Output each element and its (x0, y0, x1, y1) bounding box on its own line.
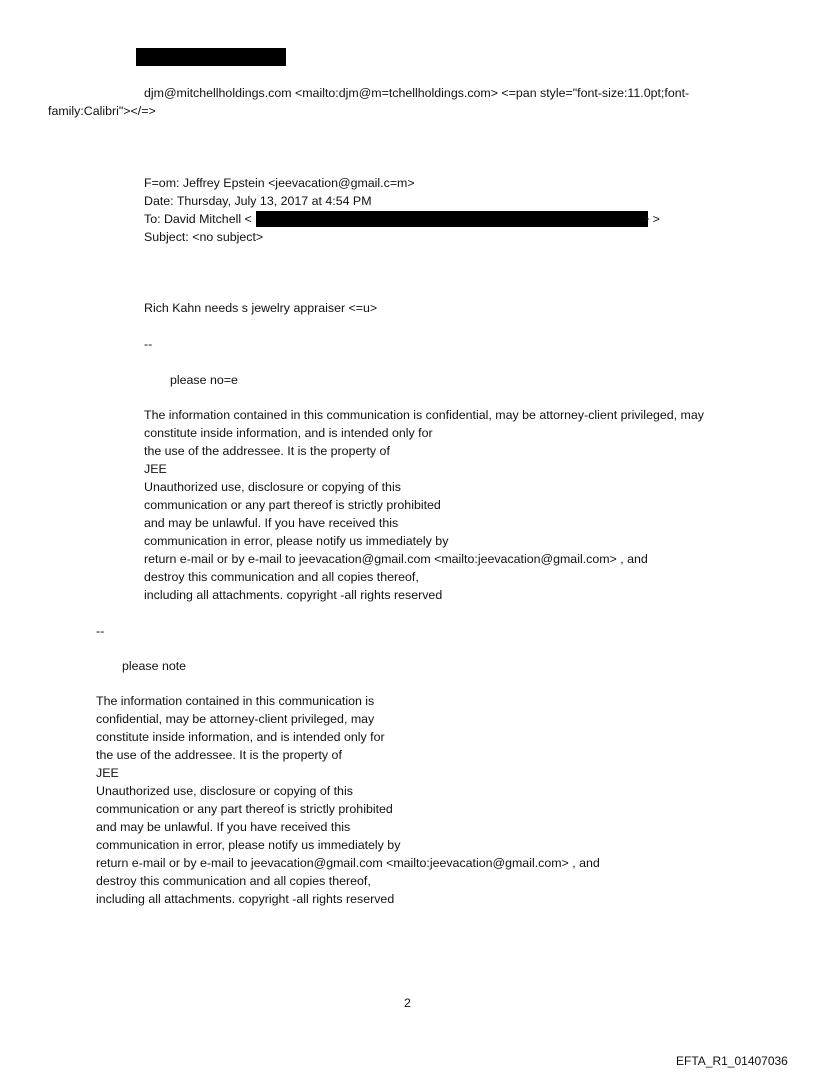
disclaimer-line: the use of the addressee. It is the property of (96, 748, 342, 762)
email-date: Date: Thursday, July 13, 2017 at 4:54 PM (144, 194, 372, 208)
disclaimer-line: Unauthorized use, disclosure or copying of this (96, 784, 353, 798)
email-to-prefix: To: David Mitchell < (144, 212, 252, 226)
disclaimer-line: including all attachments. copyright -all rights reserved (96, 892, 395, 906)
disclaimer-line: constitute inside information, and is intended only for (96, 730, 385, 744)
disclaimer-line: and may be unlawful. If you have received this (144, 516, 399, 530)
redacted-name-block (136, 48, 286, 66)
disclaimer-line: the use of the addressee. It is the property of (144, 444, 390, 458)
inner-disclaimer (144, 406, 704, 604)
disclaimer-line: communication in error, please notify us immediately by (144, 534, 449, 548)
disclaimer-line: JEE (96, 766, 119, 780)
email-subject: Subject: <no subject> (144, 230, 264, 244)
disclaimer-line: return e-mail or by e-mail to jeevacation@gmail.com <mailto:jeevacation@gmail.com> , and (96, 856, 600, 870)
outer-note-heading: please note (122, 659, 187, 673)
email-to-suffix: > > (642, 212, 660, 226)
disclaimer-line: confidential, may be attorney-client privileged, may (96, 712, 375, 726)
email-to (144, 210, 252, 228)
header-address-line-1: djm@mitchellholdings.com <mailto:djm@m=tchellholdings.com> <=pan style="font-size:11.0pt;font- (144, 86, 690, 100)
disclaimer-line: constitute inside information, and is intended only for (144, 426, 433, 440)
redacted-email-block (256, 211, 648, 227)
outer-separator: -- (96, 624, 105, 638)
outer-disclaimer (96, 692, 600, 908)
disclaimer-line: communication or any part thereof is strictly prohibited (96, 802, 393, 816)
disclaimer-line: communication in error, please notify us immediately by (96, 838, 401, 852)
note-heading: please no=e (170, 373, 238, 387)
email-body: Rich Kahn needs s jewelry appraiser <=u> (144, 301, 378, 315)
disclaimer-line: Unauthorized use, disclosure or copying of this (144, 480, 401, 494)
disclaimer-line: including all attachments. copyright -all rights reserved (144, 588, 443, 602)
document-id: EFTA_R1_01407036 (676, 1054, 788, 1068)
signature-separator: -- (144, 337, 153, 351)
disclaimer-line: and may be unlawful. If you have received this (96, 820, 351, 834)
disclaimer-line: communication or any part thereof is strictly prohibited (144, 498, 441, 512)
header-address-line-2: family:Calibri"></=> (48, 104, 156, 118)
disclaimer-line: The information contained in this communication is (96, 694, 375, 708)
disclaimer-line: JEE (144, 462, 167, 476)
disclaimer-line: destroy this communication and all copies thereof, (96, 874, 371, 888)
disclaimer-line: return e-mail or by e-mail to jeevacation@gmail.com <mailto:jeevacation@gmail.com> , and (144, 552, 648, 566)
email-from: F=om: Jeffrey Epstein <jeevacation@gmail.c=m> (144, 176, 415, 190)
page-number: 2 (404, 996, 411, 1010)
disclaimer-line: destroy this communication and all copies thereof, (144, 570, 419, 584)
disclaimer-line: The information contained in this communication is confidential, may be attorney-client privileged, may (144, 408, 704, 422)
